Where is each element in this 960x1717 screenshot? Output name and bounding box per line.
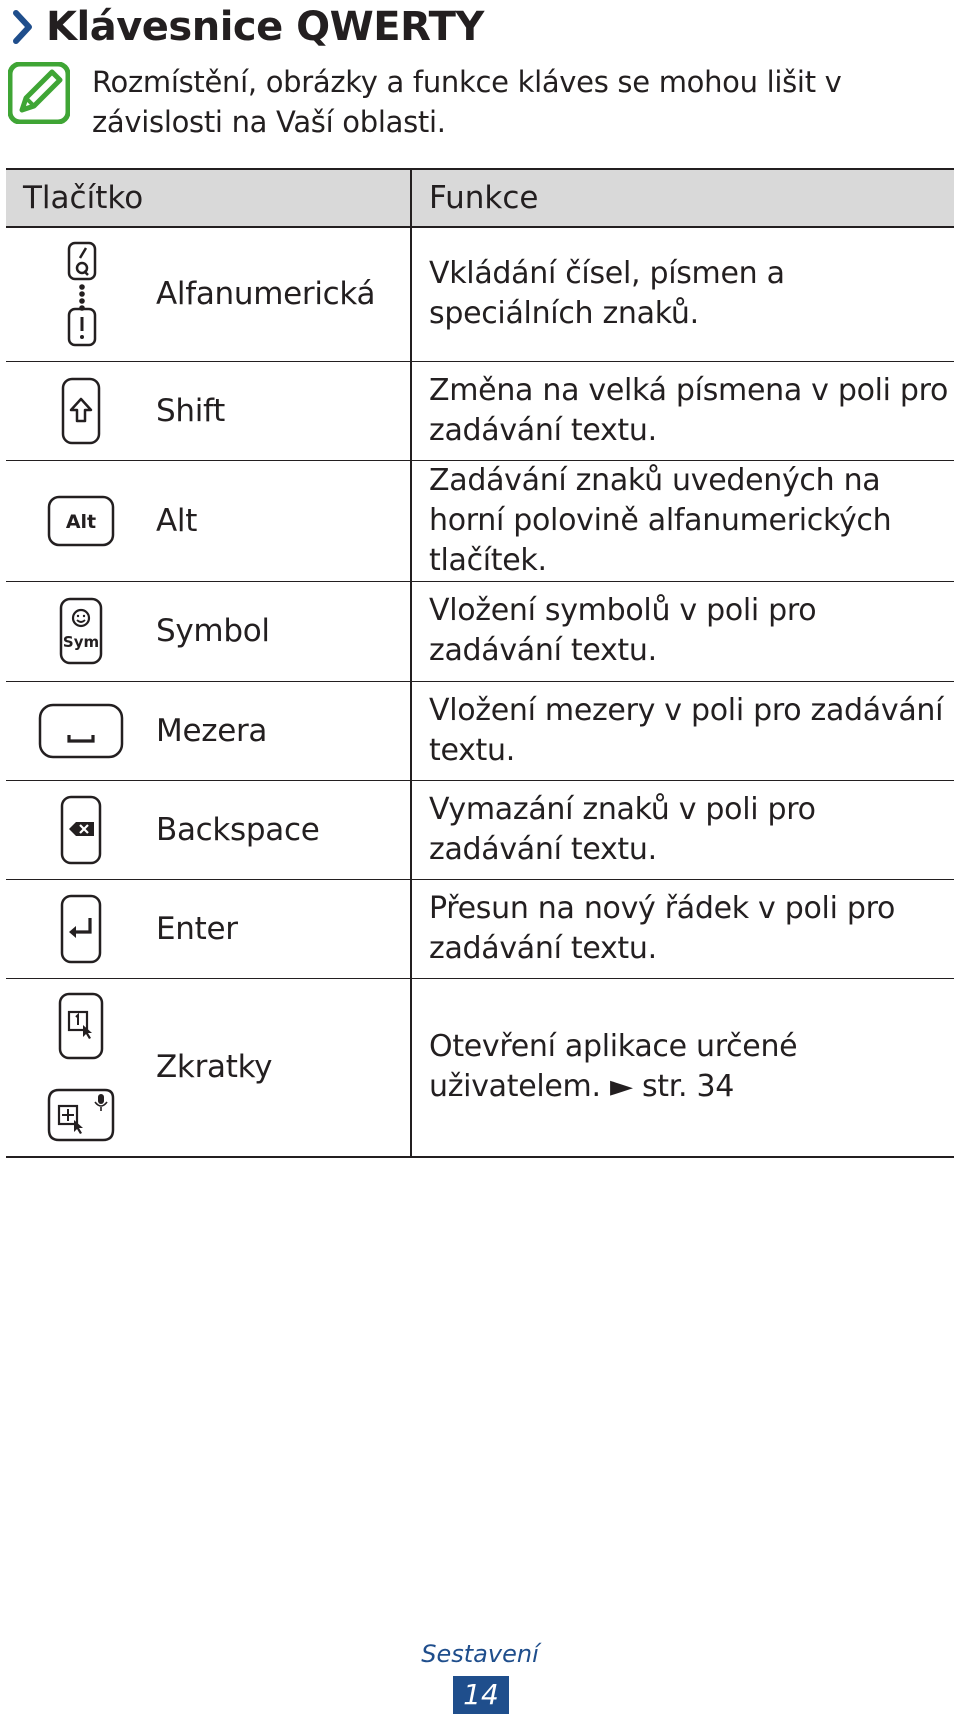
footer-section-name: Sestavení — [421, 1640, 539, 1668]
key-name: Mezera — [156, 712, 268, 749]
key-function: Otevření aplikace určené uživatelem. ► str. 34 — [411, 978, 954, 1157]
column-header-function: Funkce — [411, 169, 954, 227]
shift-key-icon — [6, 377, 156, 445]
note-box — [8, 62, 932, 142]
key-name: Symbol — [156, 613, 270, 649]
key-name: Shift — [156, 392, 225, 429]
key-name: Alt — [156, 502, 198, 539]
table-row — [6, 227, 954, 361]
key-function: Přesun na nový řádek v poli pro zadávání textu. — [411, 879, 954, 978]
key-function: Vložení mezery v poli pro zadávání textu. — [411, 681, 954, 780]
key-name: Enter — [156, 910, 238, 947]
section-header — [8, 2, 484, 52]
table-header-row — [6, 169, 954, 227]
alt-key-label: Alt — [65, 510, 97, 533]
key-function: Změna na velká písmena v poli pro zadávání textu. — [411, 361, 954, 460]
key-name: Zkratky — [156, 1049, 273, 1086]
table-row — [6, 780, 954, 879]
table-row — [6, 581, 954, 681]
key-function: Vkládání čísel, písmen a speciálních znaků. — [411, 227, 954, 361]
key-name: Backspace — [156, 811, 320, 848]
symbol-key-icon — [6, 597, 156, 665]
symbol-key-label: Sym — [62, 633, 100, 651]
key-function: Vymazání znaků v poli pro zadávání textu. — [411, 780, 954, 879]
table-row — [6, 361, 954, 460]
note-pencil-icon — [8, 62, 70, 124]
space-key-icon — [6, 703, 156, 759]
page-title: Klávesnice QWERTY — [46, 4, 484, 50]
enter-key-icon — [6, 894, 156, 964]
column-header-key: Tlačítko — [6, 169, 411, 227]
keys-table — [6, 168, 954, 1158]
table-row — [6, 978, 954, 1157]
page-number: 14 — [453, 1676, 509, 1714]
table-row — [6, 460, 954, 581]
alt-key-icon — [6, 495, 156, 547]
alphanumeric-key-icon — [6, 241, 156, 347]
key-name: Alfanumerická — [156, 276, 376, 313]
chevron-right-icon — [8, 6, 38, 48]
table-row — [6, 681, 954, 780]
note-text: Rozmístění, obrázky a funkce kláves se mohou lišit v závislosti na Vaší oblasti. — [92, 65, 842, 139]
key-function: Vložení symbolů v poli pro zadávání textu. — [411, 581, 954, 681]
table-row — [6, 879, 954, 978]
key-function: Zadávání znaků uvedených na horní polovině alfanumerických tlačítek. — [411, 460, 954, 581]
backspace-key-icon — [6, 795, 156, 865]
shortcut-key-icon — [6, 992, 156, 1142]
